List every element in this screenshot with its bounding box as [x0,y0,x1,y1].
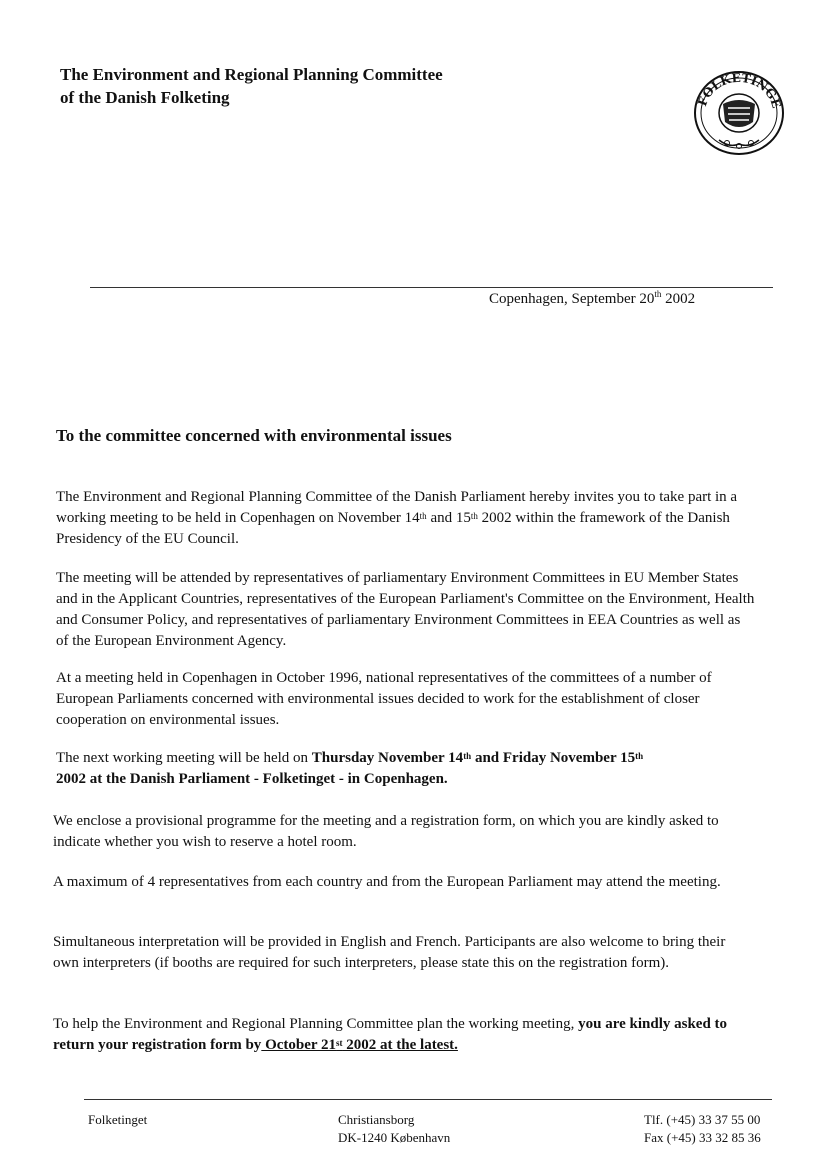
footer-address: Christiansborg DK-1240 København [338,1112,451,1145]
folketinget-seal-icon [693,70,785,156]
paragraph-background: At a meeting held in Copenhagen in October 1996, national representatives of the committees of a number of European Parliaments concerned with environmental issues decided to work for the establishment of closer cooperation on environmental issues. [56,670,712,728]
footer-organization: Folketinget [88,1112,148,1127]
committee-letterhead [60,63,443,109]
letter-date: Copenhagen, September 20th 2002 [489,289,696,307]
seal-text: FOLKETINGE [695,70,784,110]
paragraph-programme: We enclose a provisional programme for the meeting and a registration form, on which you are kindly asked to indicate whether you wish to reserve a hotel room. [53,813,719,850]
footer-divider [84,1099,772,1100]
paragraph-representatives: A maximum of 4 representatives from each country and from the European Parliament may attend the meeting. [53,874,721,890]
paragraph-registration-deadline: To help the Environment and Regional Planning Committee plan the working meeting, you are kindly asked to return your registration form by October 21st 2002 at the latest. [53,1016,728,1053]
header-divider [90,287,773,288]
paragraph-meeting-date: The next working meeting will be held on Thursday November 14th and Friday November 15th 2002 at the Danish Parliament - Folketinget - in Copenhagen. [56,750,644,787]
letter-heading: To the committee concerned with environmental issues [56,426,452,445]
letterhead-line-2: of the Danish Folketing [60,88,230,107]
paragraph-attendees: The meeting will be attended by representatives of parliamentary Environment Committees in EU Member States and in the Applicant Countries, representatives of the European Parliament's Committee on the Environment, Health and Consumer Policy, and representatives of parliamentary Environment Committees in EEA Countries as well as of the European Environment Agency. [56,570,755,649]
paragraph-invitation: The Environment and Regional Planning Committee of the Danish Parliament hereby invites you to take part in a working meeting to be held in Copenhagen on November 14th and 15th 2002 within the framework of the Danish Presidency of the EU Council. [56,489,738,547]
paragraph-interpretation: Simultaneous interpretation will be provided in English and French. Participants are also welcome to bring their own interpreters (if booths are required for such interpreters, please state this on the registration form). [53,934,726,971]
footer-contact: Tlf. (+45) 33 37 55 00 Fax (+45) 33 32 85 36 [644,1112,761,1145]
letterhead-line-1: The Environment and Regional Planning Committee [60,65,443,84]
